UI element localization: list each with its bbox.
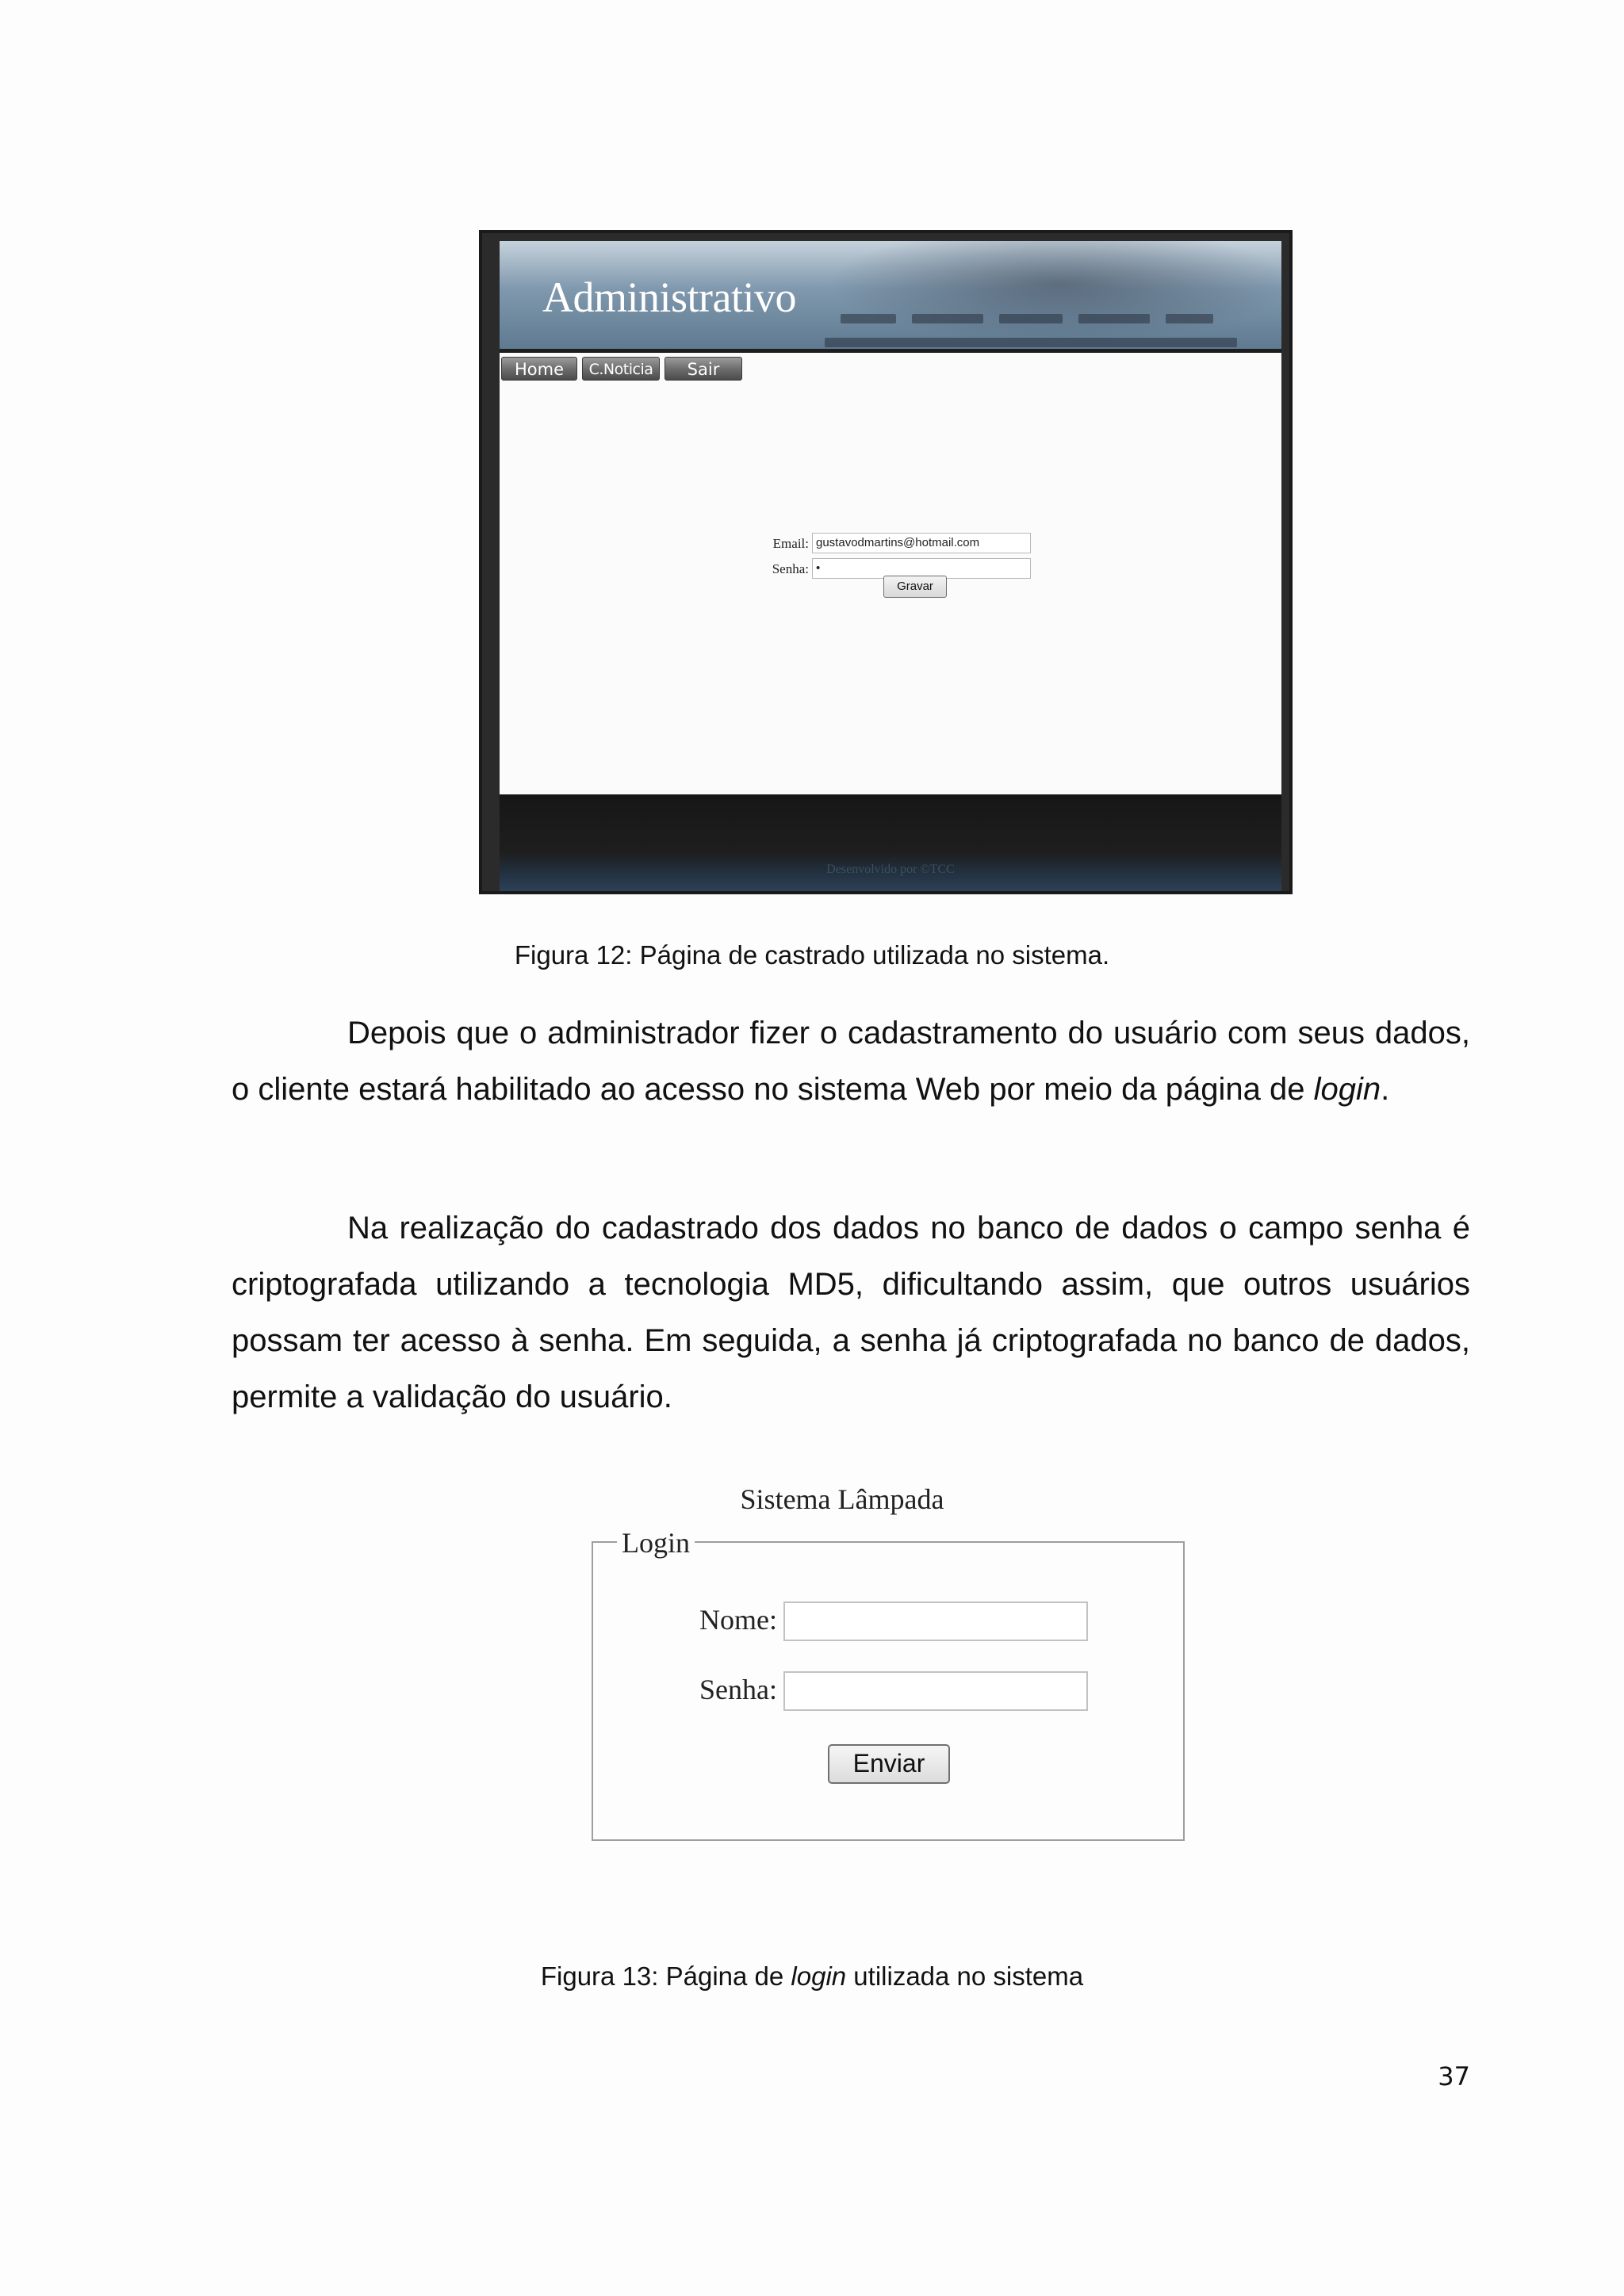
admin-footer [500,794,1281,891]
senha-field[interactable]: • [812,558,1031,579]
nav-cnoticia-button[interactable]: C.Noticia [582,357,660,381]
footer-credit: Desenvolvido por ©TCC [826,863,955,876]
nav-sair-button[interactable]: Sair [665,357,742,381]
gravar-button[interactable]: Gravar [883,576,947,598]
admin-page-screenshot [479,230,1293,894]
admin-page-body [500,241,1281,891]
login-senha-input[interactable] [783,1671,1088,1711]
figure-13-caption-italic: login [791,1961,847,1991]
senha-label: Senha: [772,561,809,576]
keyboard-graphic [809,241,1281,349]
figure-13-caption [0,1961,1624,1992]
email-label: Email: [772,536,809,551]
paragraph-1 [232,1005,1470,1118]
login-legend: Login [617,1526,695,1559]
figure-13-caption-prefix: Figura 13: Página de [540,1961,791,1991]
nav-home-button[interactable]: Home [501,357,577,381]
paragraph-1-text: Depois que o administrador fizer o cadastramento do usuário com seus dados, o cliente estará habilitado ao acesso no sistema Web por meio da página de [232,1016,1470,1107]
nome-label: Nome: [699,1604,777,1636]
email-field[interactable]: gustavodmartins@hotmail.com [812,533,1031,553]
login-site-title: Sistema Lâmpada [740,1483,944,1515]
enviar-button[interactable]: Enviar [828,1744,950,1784]
page-number: 37 [1438,2061,1470,2091]
paragraph-2-text: Na realização do cadastrado dos dados no banco de dados o campo senha é criptografada utilizando a tecnologia MD5, dificultando assim, que outros usuários possam ter acesso à senha. Em seguida, a senha já criptografada no banco de dados, permite a validação do usuário. [232,1211,1470,1414]
admin-header-banner [500,241,1281,353]
figure-12-caption: Figura 12: Página de castrado utilizada no sistema. [514,940,1110,970]
paragraph-1-end: . [1381,1072,1390,1107]
paragraph-1-italic: login [1313,1072,1381,1107]
login-senha-label: Senha: [699,1674,777,1705]
admin-title: Administrativo [542,274,796,321]
nome-input[interactable] [783,1601,1088,1641]
paragraph-2 [232,1200,1470,1425]
figure-13-caption-suffix: utilizada no sistema [846,1961,1084,1991]
